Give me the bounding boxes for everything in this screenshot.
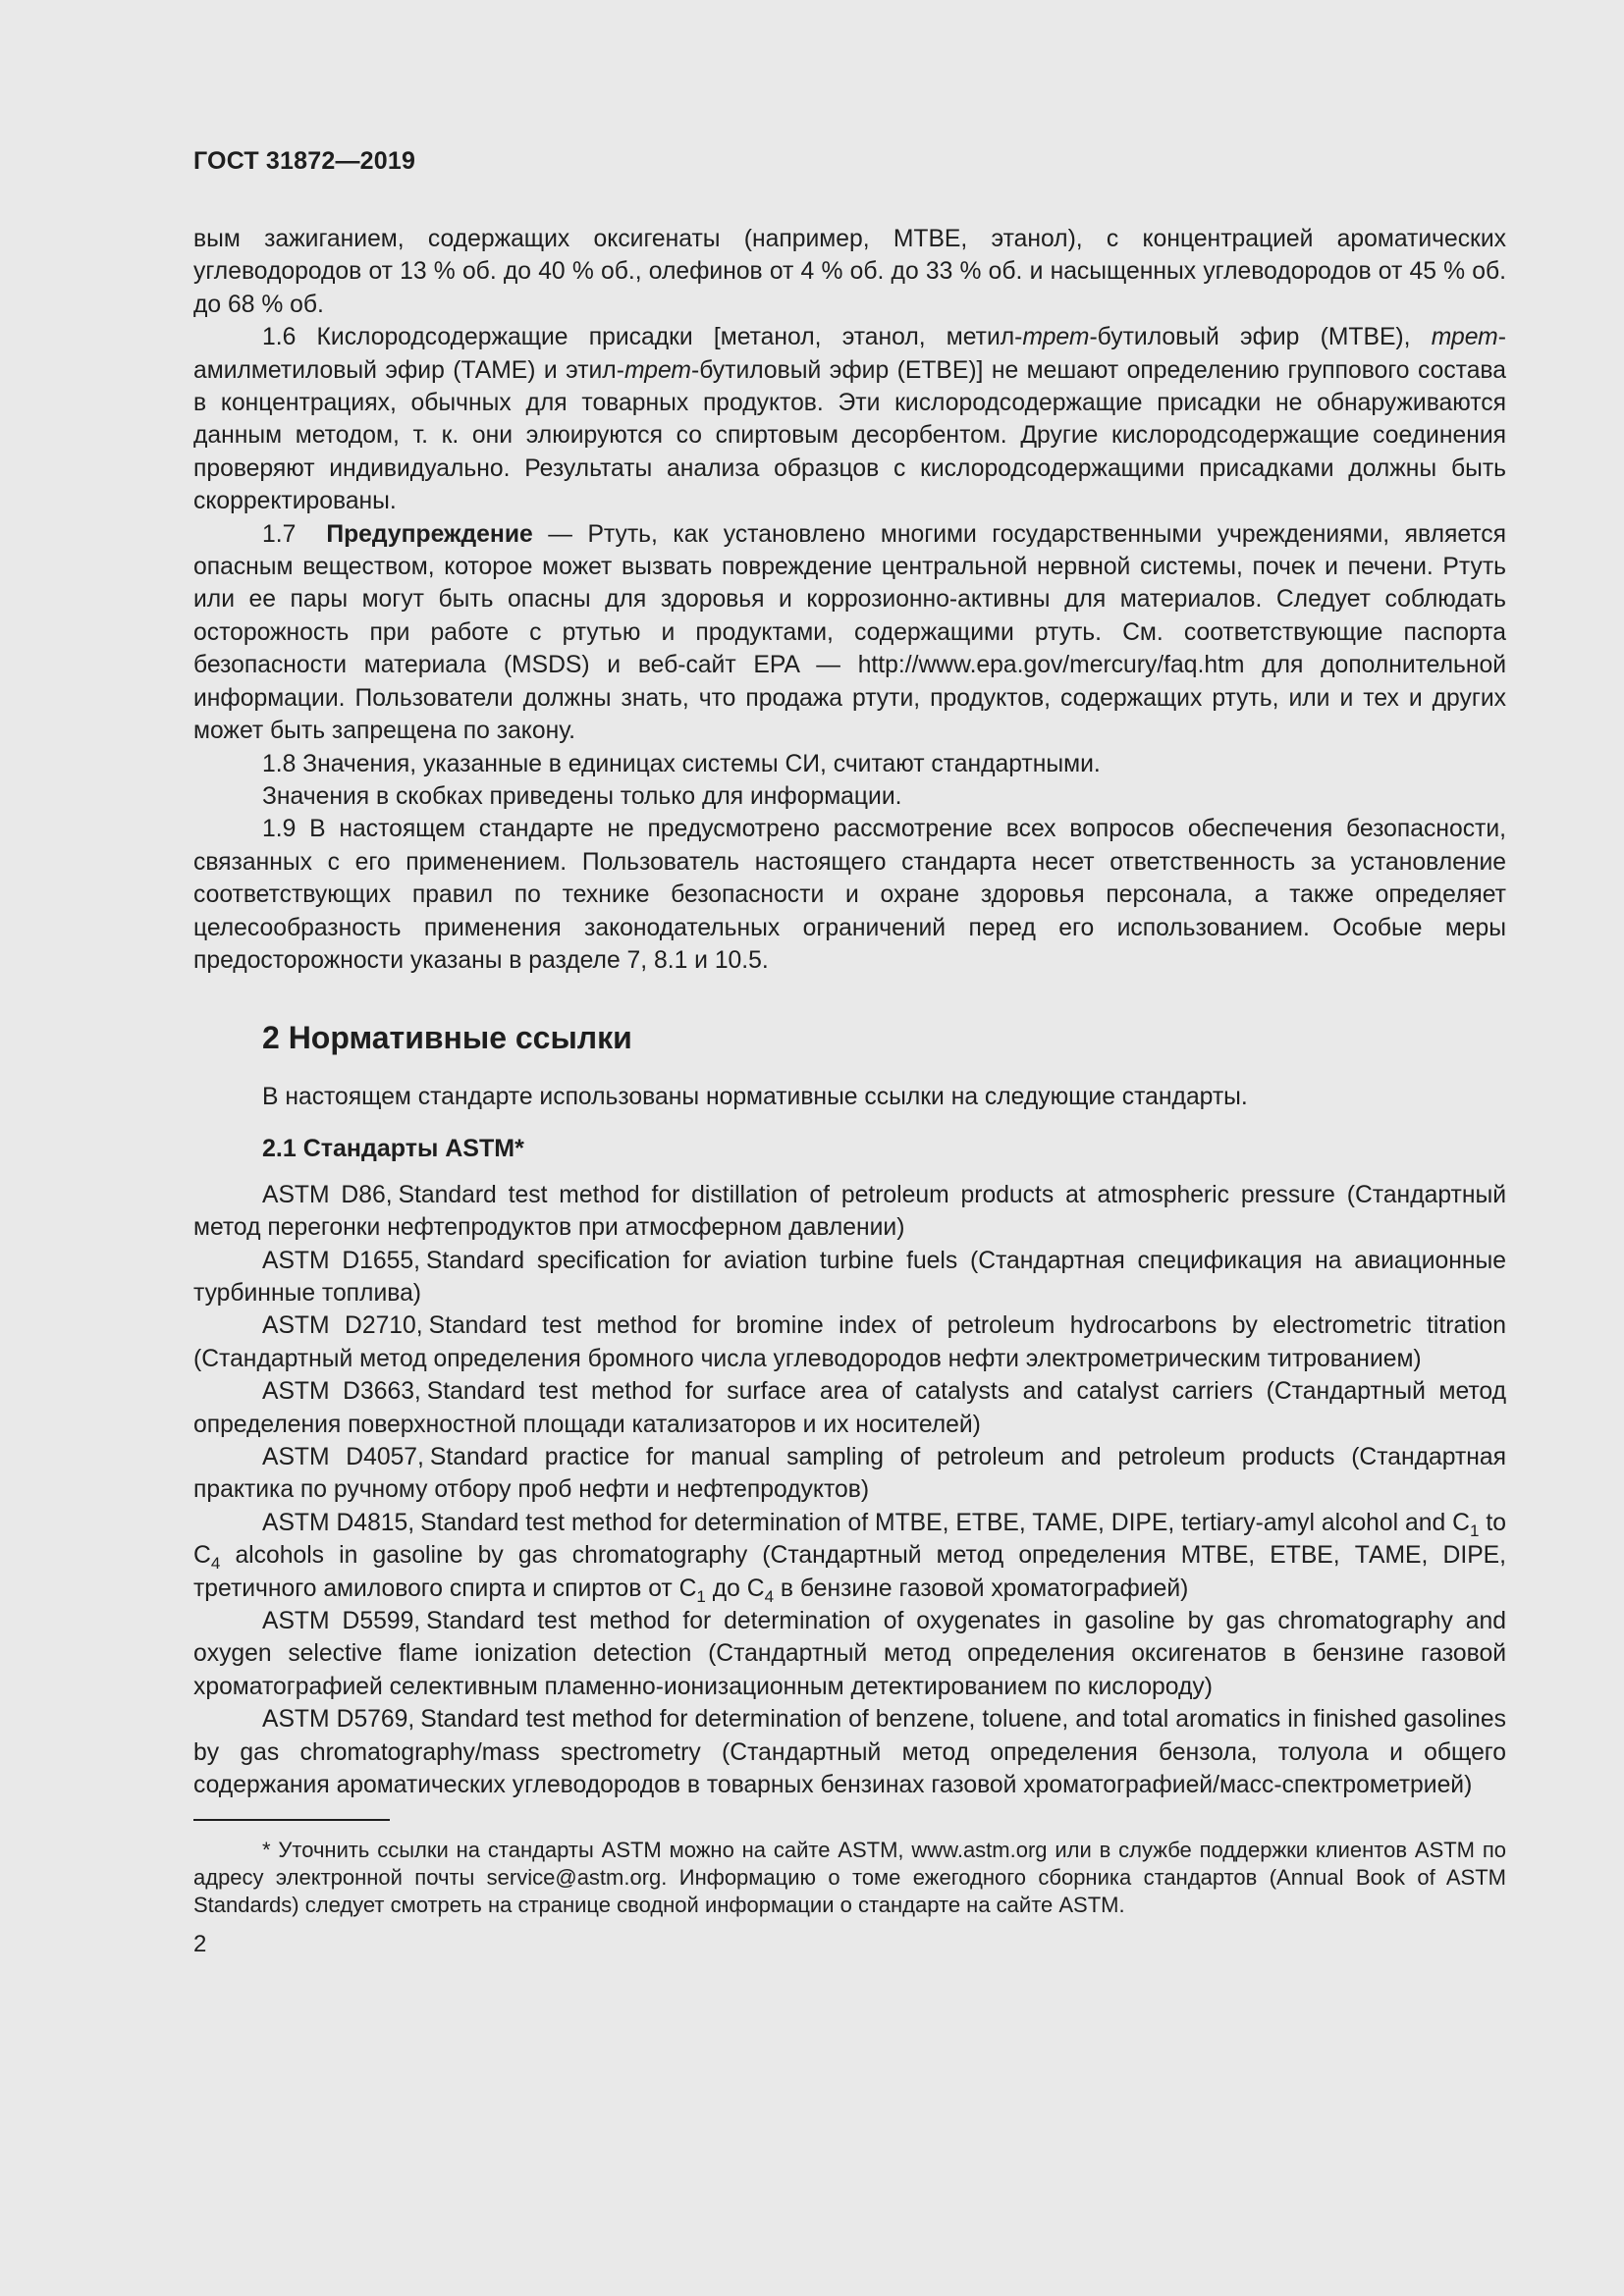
paragraph-1-6: 1.6 Кислородсодержащие присадки [метанол, этанол, метил-трет-бутиловый эфир (МТВЕ), трет-амилметиловый эфир (ТАМЕ) и этил-трет-бутиловый эфир (ЕТВЕ)] не мешают определению группового состава в концентрациях, обычных для товарных продуктов. Эти кислородсодержащие присадки не обнаруживаются данным методом, т. к. они элюируются со спиртовым десорбентом. Другие кислородсодержащие соединения проверяют индивидуально. Результаты анализа образцов с кислородсодержащими присадками должны быть скорректированы. <box>193 324 1506 515</box>
reference-item: ASTM D5769, Standard test method for determination of benzene, toluene, and total aromatics in finished gasolines by gas chromatography/mass spectrometry (Стандартный метод определения бензола, толуола и общего содержания ароматических углеводородов в товарных бензинах газовой хроматографией/масс-спектрометрией) <box>193 1706 1506 1799</box>
footnote: * Уточнить ссылки на стандарты ASTM можно на сайте ASTM, www.astm.org или в службе поддержки клиентов ASTM по адресу электронной почты service@astm.org. Информацию о томе ежегодного сборника стандартов (Annual Book of ASTM Standards) следует смотреть на странице сводной информации о стандарте на сайте ASTM. <box>193 1838 1506 1918</box>
reference-list <box>193 1179 1506 1802</box>
paragraph-1-8-note: Значения в скобках приведены только для информации. <box>262 782 902 810</box>
paragraph-1-9: 1.9 В настоящем стандарте не предусмотрено рассмотрение всех вопросов обеспечения безопасности, связанных с его применением. Пользователь настоящего стандарта несет ответственность за установление соответствующих правил по технике безопасности и охране здоровья персонала, а также определяет целесообразность применения законодательных ограничений перед его использованием. Особые меры предосторожности указаны в разделе 7, 8.1 и 10.5. <box>193 816 1506 974</box>
paragraph-continued: вым зажиганием, содержащих оксигенаты (например, МТВЕ, этанол), с концентрацией ароматических углеводородов от 13 % об. до 40 % об., олефинов от 4 % об. до 33 % об. и насыщенных углеводородов от 45 % об. до 68 % об. <box>193 226 1506 318</box>
paragraph-1-7: 1.7 Предупреждение — Ртуть, как установлено многими государственными учреждениями, является опасным веществом, которое может вызвать повреждение центральной нервной системы, почек и печени. Ртуть или ее пары могут быть опасны для здоровья и коррозионно-активны для материалов. Следует соблюдать осторожность при работе с ртутью и продуктами, содержащими ртуть. См. соответствующие паспорта безопасности материала (MSDS) и веб-сайт EPA — http://www.epa.gov/mercury/faq.htm для дополнительной информации. Пользователи должны знать, что продажа ртути, продуктов, содержащих ртуть, или и тех и других может быть запрещена по закону. <box>193 520 1507 745</box>
reference-item: ASTM D4815, Standard test method for determination of MTBE, ETBE, TAME, DIPE, tertiary-amyl alcohol and $C_1$ to $C_4$ alcohols in gasoline by gas chromatography (Стандартный метод определения МТВЕ, ЕТВЕ, ТАМЕ, DIPE, третичного амилового спирта и спиртов от $C_1$ до $C_4$ в бензине газовой хроматографией) <box>193 1509 1506 1606</box>
page-number: 2 <box>193 1931 207 1958</box>
reference-item: ASTM D1655, Standard specification for aviation turbine fuels (Стандартная спецификация на авиационные турбинные топлива) <box>193 1247 1506 1307</box>
reference-item: ASTM D4057, Standard practice for manual sampling of petroleum and petroleum products (Стандартная практика по ручному отбору проб нефти и нефтепродуктов) <box>193 1444 1507 1504</box>
reference-item: ASTM D86, Standard test method for distillation of petroleum products at atmospheric pressure (Стандартный метод перегонки нефтепродуктов при атмосферном давлении) <box>193 1181 1506 1242</box>
paragraph-1-8: 1.8 Значения, указанные в единицах системы СИ, считают стандартными. <box>262 750 1101 777</box>
section-2-title: 2 Нормативные ссылки <box>262 1020 632 1056</box>
reference-item: ASTM D3663, Standard test method for surface area of catalysts and catalyst carriers (Стандартный метод определения поверхностной площади катализаторов и их носителей) <box>193 1378 1506 1438</box>
reference-item: ASTM D5599, Standard test method for determination of oxygenates in gasoline by gas chromatography and oxygen selective flame ionization detection (Стандартный метод определения оксигенатов в бензине газовой хроматографией селективным пламенно-ионизационным детектированием по кислороду) <box>193 1608 1506 1700</box>
footnote-divider <box>193 1819 390 1821</box>
section-2-intro: В настоящем стандарте использованы нормативные ссылки на следующие стандарты. <box>262 1084 1248 1111</box>
document-header: ГОСТ 31872—2019 <box>193 147 416 175</box>
warning-label: Предупреждение <box>326 520 533 548</box>
reference-item: ASTM D2710, Standard test method for bromine index of petroleum hydrocarbons by electrometric titration (Стандартный метод определения бромного числа углеводородов нефти электрометрическим титрованием) <box>193 1312 1506 1372</box>
subsection-2-1-title: 2.1 Стандарты ASTM* <box>262 1134 524 1162</box>
